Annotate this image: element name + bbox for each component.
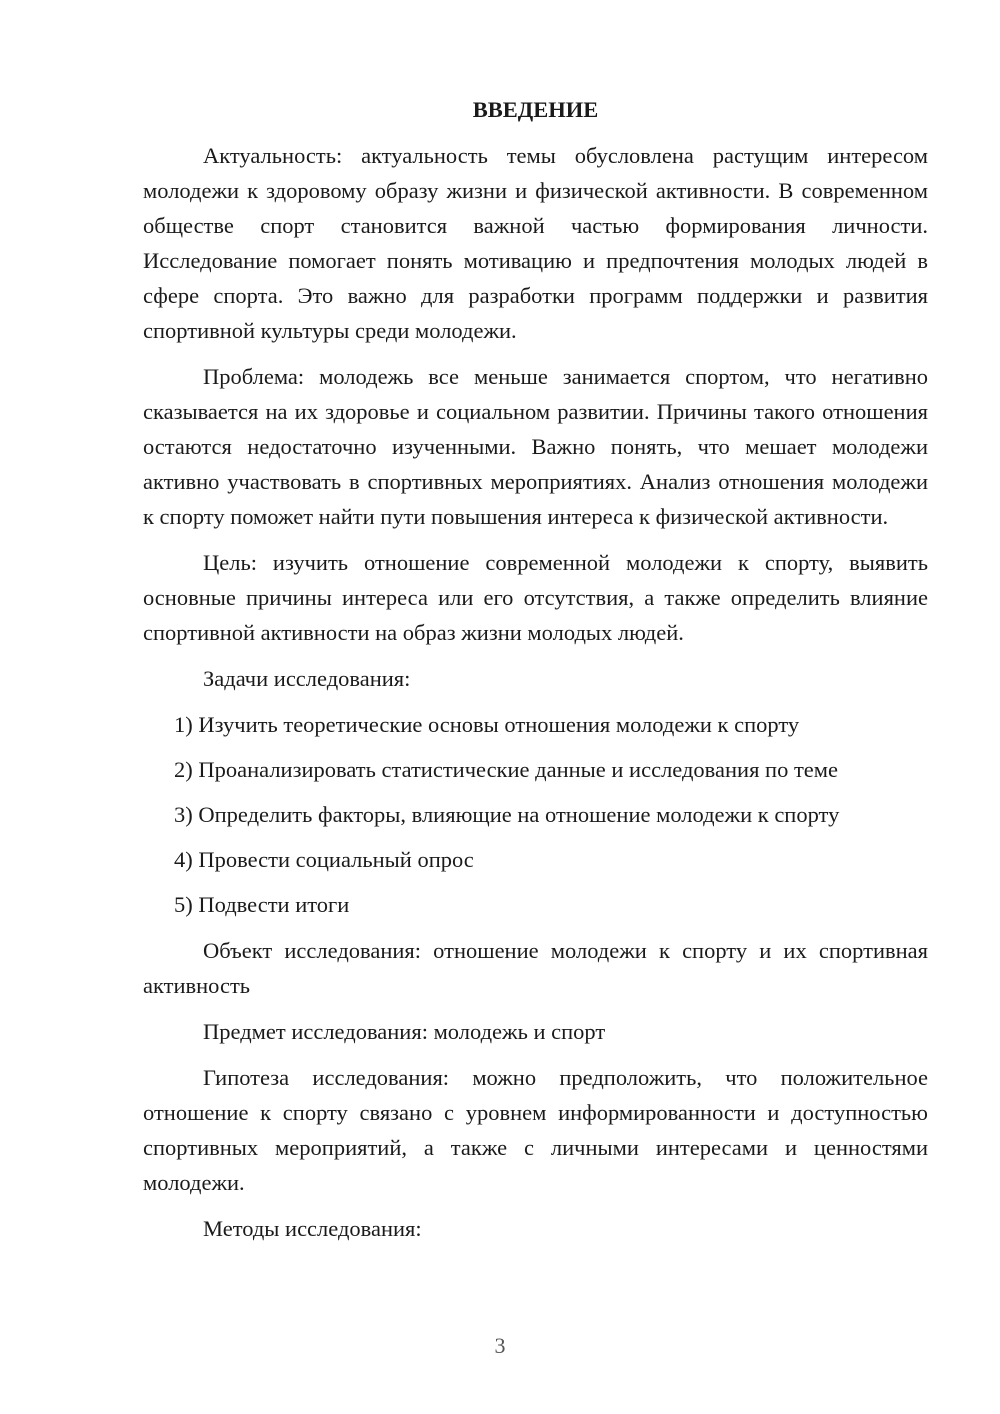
task-item: 4) Провести социальный опрос [174,847,474,872]
page-number: 3 [494,1333,506,1358]
tasks-heading: Задачи исследования: [203,666,411,691]
section-title: ВВЕДЕНИЕ [472,97,599,122]
task-item: 3) Определить факторы, влияющие на отношение молодежи к спорту [174,802,840,827]
problem-paragraph: Проблема: молодежь все меньше занимается спортом, что негативно сказывается на их здоровье и социальном развитии. Причины такого отношения остаются недостаточно изученными. Важно понять, что мешает молодежи активно участвовать в спортивных мероприятиях. Анализ отношения молодежи к спорту поможет найти пути повышения интереса к физической активности. [143,364,928,529]
task-item: 1) Изучить теоретические основы отношения молодежи к спорту [174,712,800,737]
object-paragraph: Объект исследования: отношение молодежи к спорту и их спортивная активность [143,938,928,998]
hypothesis-paragraph: Гипотеза исследования: можно предположить, что положительное отношение к спорту связано с уровнем информированности и доступностью спортивных мероприятий, а также с личными интересами и ценностями молодежи. [143,1065,928,1195]
task-item: 2) Проанализировать статистические данные и исследования по теме [174,757,839,782]
tasks-list [143,707,928,922]
task-item: 5) Подвести итоги [174,892,350,917]
methods-heading: Методы исследования: [203,1216,422,1241]
subject-paragraph: Предмет исследования: молодежь и спорт [203,1019,606,1044]
document-page [143,92,928,1257]
goal-paragraph: Цель: изучить отношение современной молодежи к спорту, выявить основные причины интереса или его отсутствия, а также определить влияние спортивной активности на образ жизни молодых людей. [143,550,928,645]
relevance-paragraph: Актуальность: актуальность темы обусловлена растущим интересом молодежи к здоровому образу жизни и физической активности. В современном обществе спорт становится важной частью формирования личности. Исследование помогает понять мотивацию и предпочтения молодых людей в сфере спорта. Это важно для разработки программ поддержки и развития спортивной культуры среди молодежи. [143,143,928,343]
